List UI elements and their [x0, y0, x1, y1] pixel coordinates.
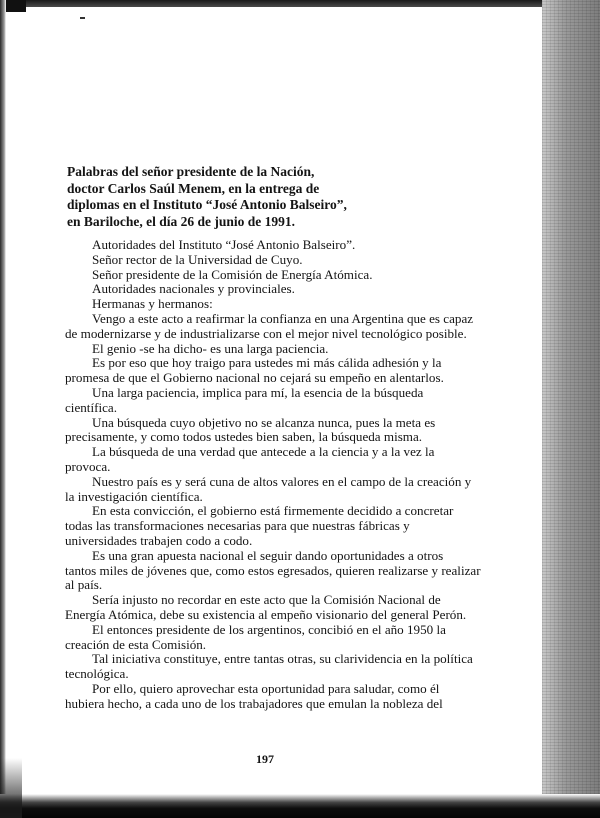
salutation-line: Autoridades del Instituto “José Antonio Balseiro”.: [92, 237, 356, 252]
paragraph-line: Nuestro país es y será cuna de altos valores en el campo de la creación y: [92, 473, 472, 489]
speech-body: [65, 238, 481, 712]
paragraph-line: precisamente, y como todos ustedes bien saben, la búsqueda misma.: [65, 429, 423, 445]
scan-border-top: [0, 0, 600, 7]
paragraph-line: de modernizarse y de industrializarse con el mejor nivel tecnológico posible.: [65, 325, 467, 341]
paragraph-line: Es por eso que hoy traigo para ustedes mi más cálida adhesión y la: [92, 355, 442, 371]
salutation-line: Hermanas y hermanos:: [92, 296, 213, 312]
scan-border-right: [542, 0, 600, 818]
paragraph-line: Una larga paciencia, implica para mí, la esencia de la búsqueda: [92, 384, 424, 400]
paragraph-line: En esta convicción, el gobierno está firmemente decidido a concretar: [92, 503, 454, 519]
paragraph-line: al país.: [65, 577, 103, 593]
paragraph-line: tantos miles de jóvenes que, como estos egresados, quieren realizarse y realizar: [65, 562, 481, 578]
scan-corner-bottom-left: [0, 758, 22, 818]
title-line: doctor Carlos Saúl Menem, en la entrega de: [67, 180, 320, 196]
paragraph-line: El genio -se ha dicho- es una larga paciencia.: [92, 340, 329, 356]
scan-border-left: [0, 0, 6, 818]
paragraph-line: Vengo a este acto a reafirmar la confianza en una Argentina que es capaz: [92, 310, 474, 326]
title-line: en Bariloche, el día 26 de junio de 1991.: [67, 213, 296, 229]
paragraph-line: La búsqueda de una verdad que antecede a la ciencia y a la vez la: [92, 444, 435, 460]
paragraph-line: tecnológica.: [65, 666, 129, 682]
salutation-line: Señor presidente de la Comisión de Energía Atómica.: [92, 266, 373, 282]
page-number: 197: [256, 752, 274, 766]
paragraph-line: Tal iniciativa constituye, entre tantas otras, su clarividencia en la política: [92, 651, 473, 667]
paragraph-line: Por ello, quiero aprovechar esta oportunidad para saludar, como él: [92, 680, 440, 696]
paragraph-line: Sería injusto no recordar en este acto que la Comisión Nacional de: [92, 592, 441, 608]
paragraph-line: la investigación científica.: [65, 488, 203, 504]
paragraph-line: científica.: [65, 399, 117, 415]
title-line: diplomas en el Instituto “José Antonio Balseiro”,: [67, 197, 347, 212]
title-line: Palabras del señor presidente de la Nación,: [67, 164, 315, 179]
paragraph-line: Una búsqueda cuyo objetivo no se alcanza nunca, pues la meta es: [92, 414, 436, 430]
salutation-line: Señor rector de la Universidad de Cuyo.: [92, 251, 303, 267]
paragraph-line: promesa de que el Gobierno nacional no cejará su empeño en alentarlos.: [65, 370, 444, 386]
scan-speck: [80, 17, 85, 19]
paragraph-line: El entonces presidente de los argentinos, concibió en el año 1950 la: [92, 621, 446, 637]
paragraph-line: todas las transformaciones necesarias para que nuestras fábricas y: [65, 518, 410, 534]
paragraph-line: hubiera hecho, a cada uno de los trabajadores que emulan la nobleza del: [65, 695, 443, 711]
scan-border-bottom: [0, 794, 600, 818]
speech-title: [67, 164, 347, 230]
paragraph-line: creación de esta Comisión.: [65, 636, 207, 652]
salutation-line: Autoridades nacionales y provinciales.: [92, 281, 295, 297]
paragraph-line: Es una gran apuesta nacional el seguir dando oportunidades a otros: [92, 547, 444, 563]
paragraph-line: Energía Atómica, debe su existencia al empeño visionario del general Perón.: [65, 606, 467, 622]
paragraph-line: provoca.: [65, 458, 111, 474]
paragraph-line: universidades trabajen codo a codo.: [65, 532, 253, 548]
